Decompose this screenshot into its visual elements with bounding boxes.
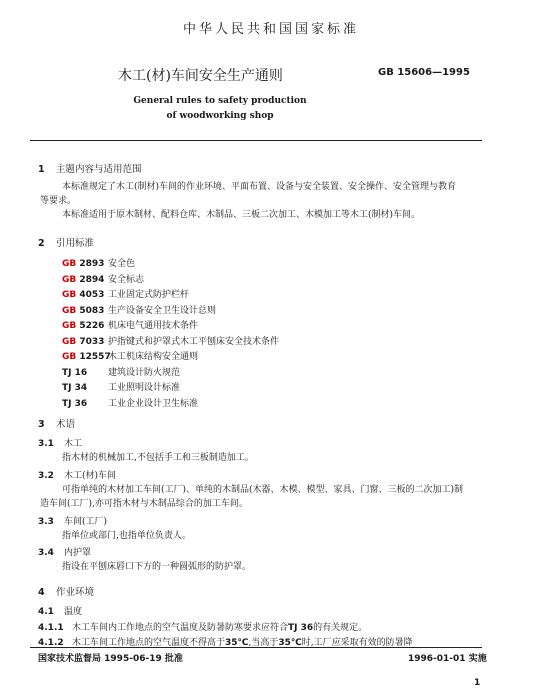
term-3-2-definition-line-2: 造车间(工厂),亦可指木材与木制品综合的加工车间。 [40, 499, 248, 509]
section-1-para-2: 本标准适用于原木制材、配料仓库、木制品、三板二次加工、木模加工等木工(制材)车间。 [62, 210, 421, 220]
issue-date: 1995-06-19 [104, 654, 162, 664]
reference-number: 36 [74, 398, 88, 409]
clause-text-a: 木工车间工作地点的空气温度不得高于 [72, 638, 226, 648]
clause-number: 4.1 [38, 607, 54, 617]
english-title-line-1: General rules to safety production [133, 96, 307, 106]
term-title: 车间(工厂) [64, 517, 108, 527]
reference-title: 安全色 [108, 259, 136, 269]
reference-code [62, 259, 108, 269]
section-3-heading [38, 416, 75, 430]
reference-number: 2894 [79, 274, 105, 285]
reference-title: 木工机床结构安全通则 [108, 352, 199, 362]
reference-code [62, 383, 108, 393]
section-title: 术语 [56, 419, 76, 430]
clause-number: 4.1.2 [38, 638, 64, 648]
term-3-1-heading [38, 436, 82, 449]
reference-prefix: TJ [62, 383, 72, 393]
standard-code: GB 15606—1995 [378, 67, 470, 78]
term-3-3-heading [38, 514, 107, 527]
section-1-para-1-line-1: 本标准规定了木工(制材)车间的作业环境、平面布置、设备与安全装置、安全操作、安全管理与教育 [62, 182, 457, 192]
section-title: 引用标准 [56, 238, 95, 249]
reference-number: 2893 [79, 259, 105, 269]
term-title: 木工(材)车间 [64, 471, 117, 481]
issuer: 国家技术监督局 [38, 654, 102, 664]
clause-4-1-heading [38, 604, 82, 617]
reference-code [62, 306, 108, 316]
reference-prefix: GB [62, 321, 77, 331]
clause-number: 4.1.1 [38, 623, 64, 633]
clause-text-e: 时,工厂应采取有效的防暑降 [301, 638, 413, 648]
reference-title: 生产设备安全卫生设计总则 [108, 305, 217, 316]
reference-item [62, 349, 198, 362]
section-number: 4 [38, 587, 45, 598]
term-number: 3.3 [38, 517, 54, 527]
page-number: 1 [474, 678, 481, 688]
reference-title: 工业企业设计卫生标准 [108, 398, 199, 409]
reference-item [62, 256, 135, 269]
reference-prefix: GB [62, 259, 77, 269]
term-3-1-definition: 指木材的机械加工,不包括手工和三板制造加工。 [62, 453, 254, 463]
term-3-2-heading [38, 468, 116, 481]
clause-title: 温度 [64, 607, 83, 617]
reference-item [62, 365, 180, 378]
reference-item [62, 318, 198, 331]
section-1-heading [38, 161, 142, 175]
reference-title: 机床电气通用技术条件 [108, 321, 199, 331]
reference-item [62, 272, 144, 285]
reference-item [62, 396, 198, 409]
section-2-heading [38, 235, 94, 249]
term-title: 木工 [64, 439, 83, 449]
reference-prefix: GB [62, 290, 77, 300]
reference-item [62, 334, 279, 347]
term-number: 3.4 [38, 548, 54, 558]
issue-label: 批准 [164, 654, 183, 664]
reference-item [62, 287, 189, 300]
approval-line [38, 651, 183, 664]
reference-prefix: TJ [62, 398, 72, 409]
reference-title: 工业照明设计标准 [108, 383, 181, 393]
clause-text-c: ,当高于 [248, 638, 279, 648]
standard-title: 木工(材)车间安全生产通则 [118, 68, 283, 84]
implementation-label: 实施 [468, 654, 487, 664]
reference-title: 建筑设计防火规范 [108, 367, 181, 378]
section-title: 主题内容与适用范围 [56, 164, 142, 175]
term-title: 内护罩 [64, 548, 92, 558]
term-3-4-definition: 指设在平刨床唇口下方的一种圆弧形的防护罩。 [62, 562, 252, 572]
reference-title: 工业固定式防护栏杆 [108, 290, 190, 300]
term-number: 3.1 [38, 439, 54, 449]
term-3-4-heading [38, 545, 91, 558]
reference-prefix: GB [62, 336, 77, 347]
reference-title: 安全标志 [108, 274, 145, 285]
reference-code [62, 337, 108, 347]
section-1-para-1-line-2: 等要求。 [40, 196, 77, 206]
clause-4-1-1 [38, 620, 367, 633]
section-number: 3 [38, 419, 45, 430]
reference-item [62, 380, 180, 393]
term-number: 3.2 [38, 471, 54, 481]
implementation-date: 1996-01-01 [408, 654, 466, 664]
reference-item [62, 303, 216, 316]
clause-temperature-2: 35℃ [278, 638, 302, 648]
clause-text-c: 的有关规定。 [313, 623, 368, 633]
reference-number: 4053 [79, 290, 105, 300]
clause-ref-code: TJ 36 [288, 623, 314, 633]
term-3-2-definition-line-1: 可指单纯的木材加工车间(工厂)、单纯的木制品(木器、木模、模型、家具、门窗、三板的二次加工)制 [62, 485, 464, 495]
reference-number: 5226 [79, 321, 105, 331]
english-title-line-2: of woodworking shop [166, 111, 274, 121]
reference-number: 34 [74, 383, 88, 393]
footer-divider [30, 647, 482, 648]
reference-code [62, 352, 111, 362]
national-standard-header: 中华人民共和国国家标准 [182, 22, 359, 37]
section-number: 1 [38, 164, 45, 175]
reference-number: 12557 [79, 352, 111, 362]
section-title: 作业环境 [56, 587, 95, 598]
english-title [0, 94, 440, 124]
reference-code [62, 368, 108, 378]
reference-code [62, 399, 108, 409]
clause-temperature-1: 35℃ [225, 638, 249, 648]
section-4-heading [38, 584, 94, 598]
reference-number: 16 [74, 367, 88, 378]
reference-number: 7033 [79, 336, 105, 347]
reference-code [62, 290, 108, 300]
reference-prefix: GB [62, 274, 77, 285]
section-number: 2 [38, 238, 45, 249]
reference-prefix: GB [62, 352, 77, 362]
reference-title: 护指键式和护罩式木工平刨床安全技术条件 [108, 336, 280, 347]
clause-text-a: 木工车间内工作地点的空气温度及防暑防寒要求应符合 [72, 623, 289, 633]
reference-number: 5083 [79, 305, 105, 316]
reference-prefix: GB [62, 305, 77, 316]
implementation-line [408, 651, 487, 664]
reference-prefix: TJ [62, 367, 72, 378]
reference-code [62, 321, 108, 331]
reference-code [62, 275, 108, 285]
header-divider [30, 140, 482, 141]
term-3-3-definition: 指单位或部门,也指单位负责人。 [62, 531, 191, 541]
